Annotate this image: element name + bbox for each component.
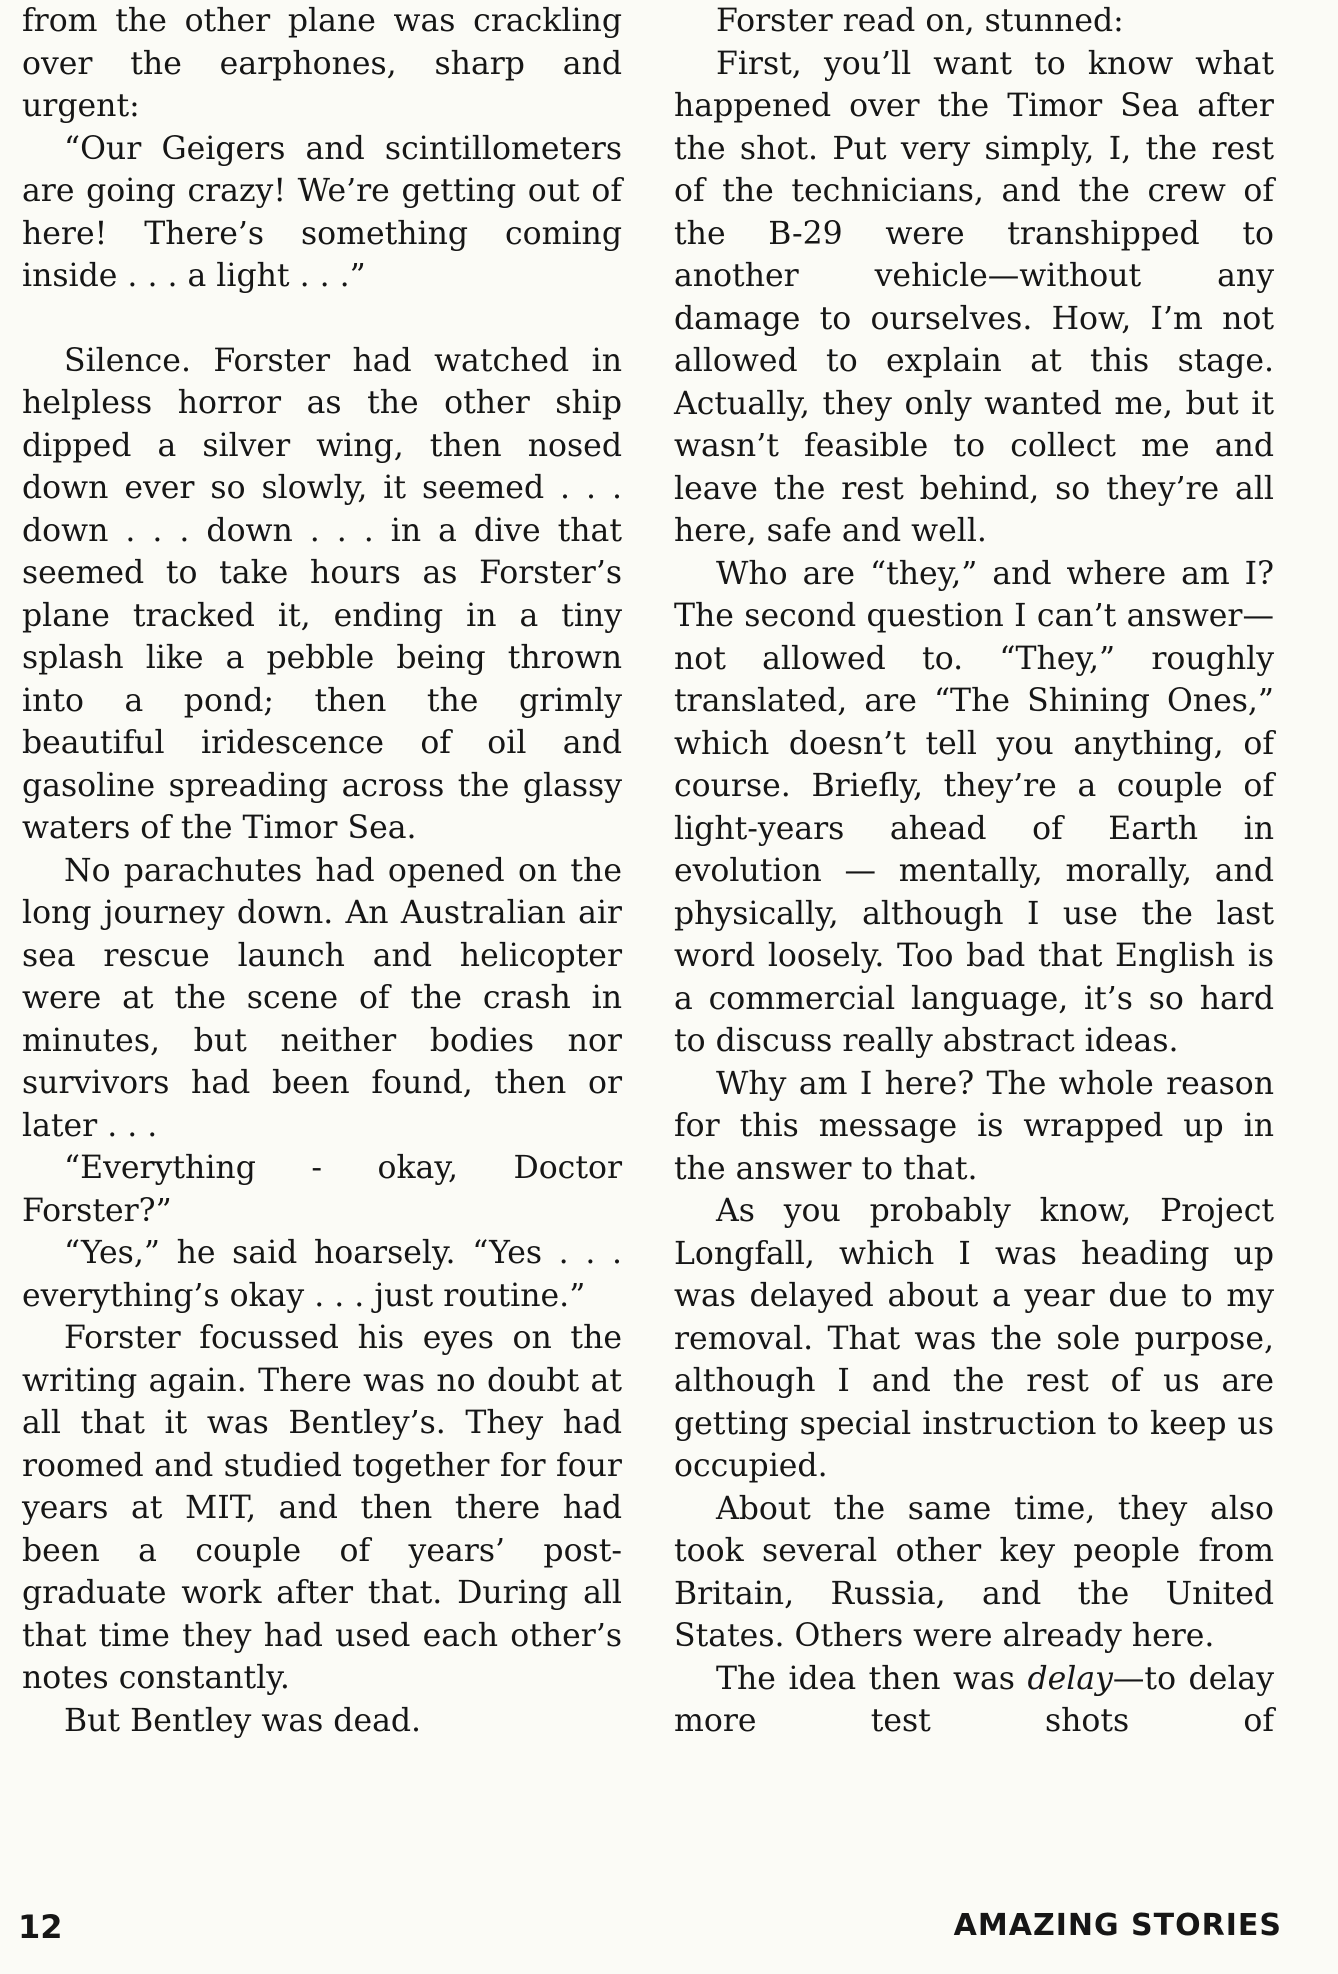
right-paragraph-1: Forster read on, stunned:	[716, 3, 1124, 39]
page-number: 12	[18, 1908, 63, 1946]
right-paragraph-2: First, you’ll want to know what happened over the Timor Sea after the shot. Put very simply, I, the rest of the technicians, and the crew of the B-29 were transhipped to another vehicle—without any damage to ourselves. How, I’m not allowed to explain at this stage. Actually, they only wanted me, but it wasn’t feasible to collect me and leave the rest behind, so they’re all here, safe and well.	[674, 45, 1274, 549]
left-paragraph-2: “Our Geigers and scintillometers are going crazy! We’re getting out of here! There’s something coming inside . . . a light . . .”	[22, 130, 622, 294]
left-paragraph-8: But Bentley was dead.	[64, 1702, 422, 1739]
right-column	[674, 0, 1274, 1743]
left-paragraph-7: Forster focussed his eyes on the writing again. There was no doubt at all that it was Bentley’s. They had roomed and studied together for four years at MIT, and then there had been a couple of years’ post-graduate work after that. During all that time they had used each other’s notes constantly.	[22, 1320, 622, 1696]
right-paragraph-7-start: The idea then was	[716, 1660, 1028, 1697]
right-paragraph-3: Who are “they,” and where am I? The second question I can’t answer—not allowed to. “They,” roughly translated, are “The Shining Ones,” which doesn’t tell you anything, of course. Briefly, they’re a couple of light-years ahead of Earth in evolution — mentally, morally, and physically, although I use the last word loosely. Too bad that English is a commercial language, it’s so hard to discuss really abstract ideas.	[674, 555, 1274, 1059]
left-column	[22, 0, 622, 1742]
right-paragraph-7-end: —to delay more test shots of	[674, 1660, 1274, 1739]
left-paragraph-3: Silence. Forster had watched in helpless horror as the other ship dipped a silver wing, then nosed down ever so slowly, it seemed . . . down . . . down . . . in a dive that seemed to take hours as Forster’s plane tracked it, ending in a tiny splash like a pebble being thrown into a pond; then the grimly beautiful iridescence of oil and gasoline spreading across the glassy waters of the Timor Sea.	[22, 342, 622, 846]
right-paragraph-6: About the same time, they also took several other key people from Britain, Russia, and the United States. Others were already here.	[674, 1490, 1274, 1654]
emphasis-delay: delay	[1027, 1660, 1113, 1697]
right-paragraph-7	[674, 1658, 1274, 1743]
right-paragraph-4: Why am I here? The whole reason for this message is wrapped up in the answer to that.	[674, 1065, 1274, 1187]
left-paragraph-4: No parachutes had opened on the long journey down. An Australian air sea rescue launch and helicopter were at the scene of the crash in minutes, but neither bodies nor survivors had been found, then or later . . .	[22, 852, 622, 1144]
right-paragraph-5: As you probably know, Project Longfall, which I was heading up was delayed about a year due to my removal. That was the sole purpose, although I and the rest of us are getting special instruction to keep us occupied.	[674, 1193, 1274, 1484]
left-paragraph-6: “Yes,” he said hoarsely. “Yes . . . everything’s okay . . . just routine.”	[22, 1235, 622, 1314]
left-paragraph-1: from the other plane was crackling over the earphones, sharp and urgent:	[22, 3, 622, 124]
left-paragraph-5: “Everything - okay, Doctor Forster?”	[22, 1150, 622, 1229]
magazine-title: AMAZING STORIES	[953, 1908, 1282, 1943]
